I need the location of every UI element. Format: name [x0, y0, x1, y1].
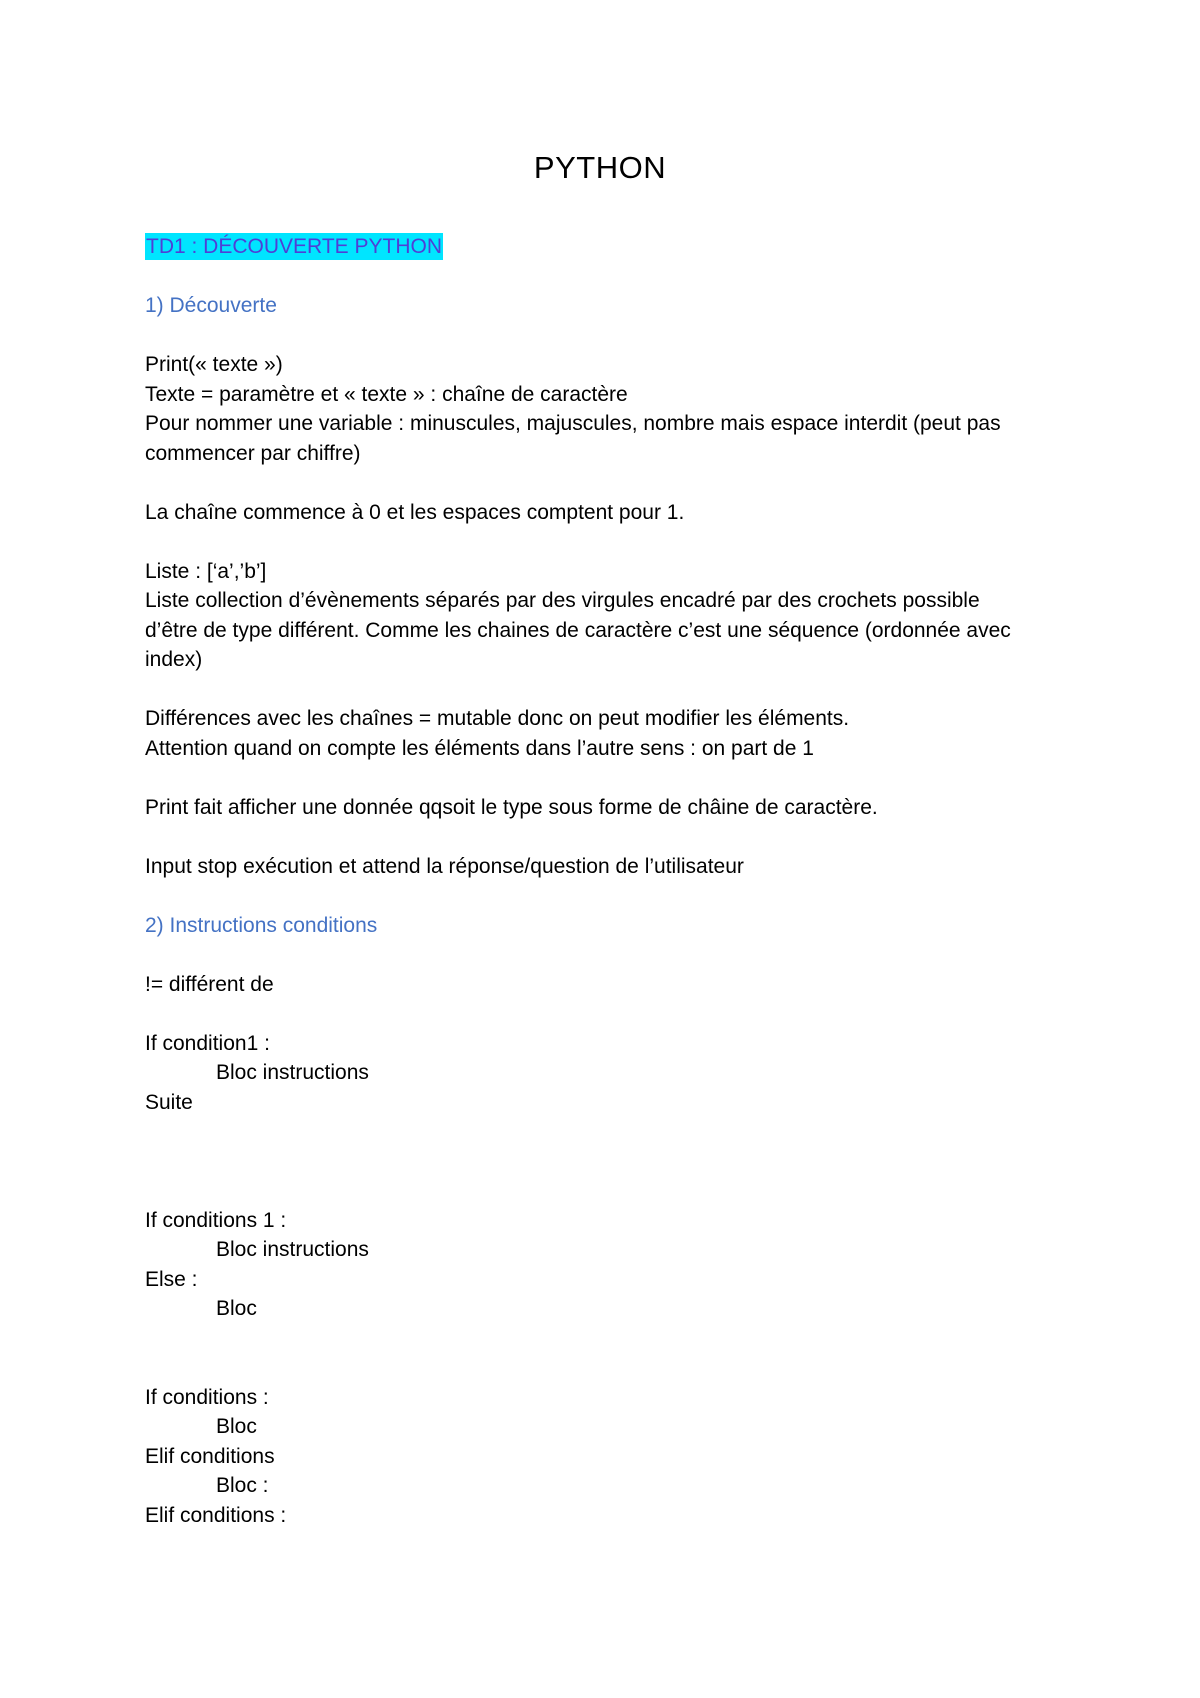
text-line: d’être de type différent. Comme les chaines de caractère c’est une séquence (ordonnée avec: [145, 618, 1011, 642]
text-line: Print fait afficher une donnée qqsoit le type sous forme de châine de caractère.: [145, 795, 878, 819]
document-title: PYTHON: [533, 150, 667, 185]
code-line-indented: Bloc: [216, 1415, 257, 1438]
text-line: Attention quand on compte les éléments dans l’autre sens : on part de 1: [145, 736, 814, 760]
code-line-indented: Bloc instructions: [216, 1061, 369, 1084]
section-heading-instructions-conditions: 2) Instructions conditions: [145, 913, 378, 937]
text-line: Pour nommer une variable : minuscules, majuscules, nombre mais espace interdit (peut pas: [145, 412, 1001, 435]
text-line: Liste : [‘a’,’b’]: [145, 559, 267, 583]
code-line-indented: Bloc :: [216, 1474, 269, 1497]
code-line: Suite: [145, 1090, 193, 1114]
text-line: Input stop exécution et attend la réponse/question de l’utilisateur: [145, 854, 744, 878]
td-heading: TD1 : DÉCOUVERTE PYTHON: [146, 235, 442, 258]
text-line: Différences avec les chaînes = mutable donc on peut modifier les éléments.: [145, 707, 850, 730]
code-line-indented: Bloc: [216, 1297, 257, 1320]
text-line: != différent de: [145, 972, 274, 996]
code-line: Else :: [145, 1267, 198, 1291]
code-line: If conditions 1 :: [145, 1208, 287, 1232]
text-line: index): [145, 648, 203, 671]
code-line: If conditions :: [145, 1385, 269, 1409]
code-line: Elif conditions: [145, 1444, 275, 1468]
document-body: [145, 232, 1075, 1530]
text-line: commencer par chiffre): [145, 441, 361, 465]
text-line: La chaîne commence à 0 et les espaces comptent pour 1.: [145, 500, 685, 524]
code-line: If condition1 :: [145, 1031, 270, 1055]
code-line-indented: Bloc instructions: [216, 1238, 369, 1261]
text-line: Print(« texte »): [145, 353, 283, 376]
section-heading-decouverte: 1) Découverte: [145, 294, 277, 317]
code-line: Elif conditions :: [145, 1503, 287, 1527]
text-line: Texte = paramètre et « texte » : chaîne de caractère: [145, 382, 628, 406]
text-line: Liste collection d’évènements séparés par des virgules encadré par des crochets possible: [145, 589, 980, 612]
